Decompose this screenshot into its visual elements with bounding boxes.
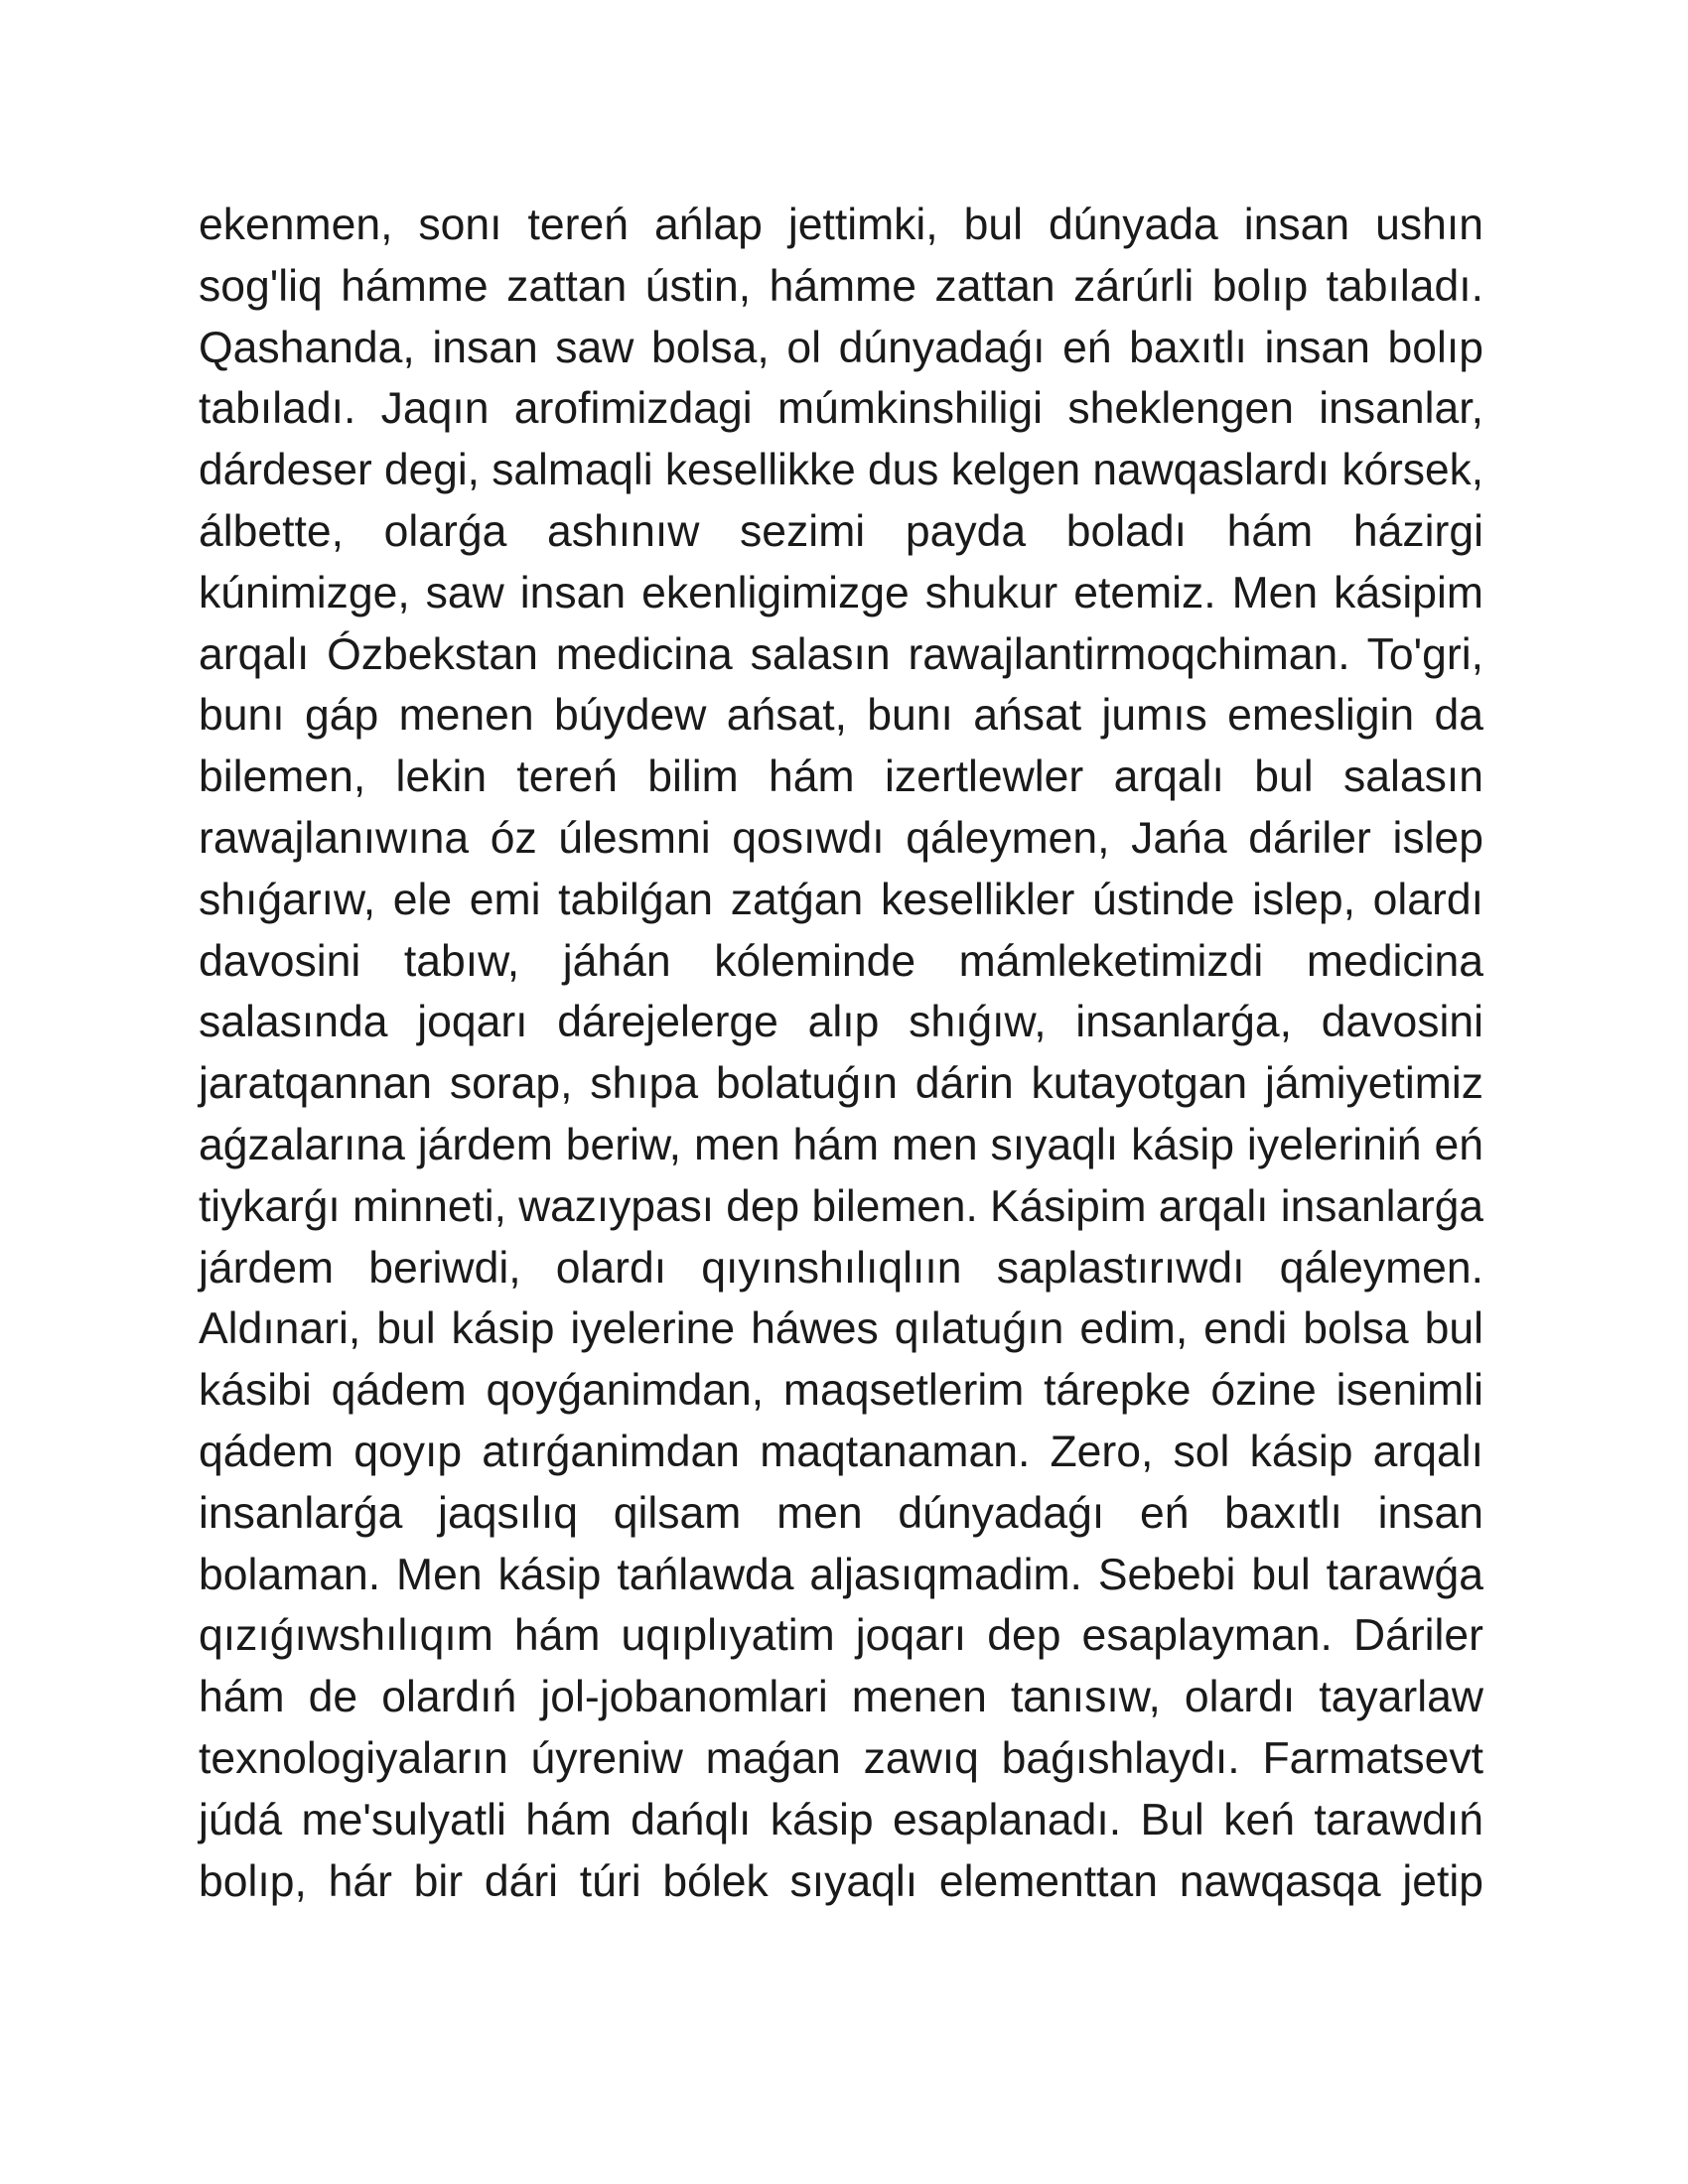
text-line: shıǵarıw, ele emi tabilǵan zatǵan kesellikler ústinde islep, olardı [199,875,1483,924]
text-line: júdá me'sulyatli hám dańqlı kásip esaplanadı. Bul keń tarawdıń [199,1795,1483,1844]
text-line: insanlarǵa jaqsılıq qilsam men dúnyadaǵı eń baxıtlı insan [199,1488,1483,1538]
text-line: texnologiyaların úyreniw maǵan zawıq baǵıshlaydı. Farmatsevt [199,1733,1483,1783]
text-line: álbette, olarǵa ashınıw sezimi payda boladı hám házirgi [199,506,1483,556]
text-line: davosini tabıw, jáhán kóleminde mámleketimizdi medicina [199,936,1483,986]
text-line: tabıladı. Jaqın arofimizdagi múmkinshiligi sheklengen insanlar, [199,384,1483,434]
text-line: rawajlanıwına óz úlesmni qosıwdı qáleymen, Jańa dáriler islep [199,813,1483,863]
text-line: tiykarǵı minneti, wazıypası dep bilemen. Kásipim arqalı insanlarǵa [199,1181,1483,1231]
body-text [199,195,1483,1912]
text-line: bunı gáp menen búydew ańsat, bunı ańsat jumıs emesligin da [199,691,1483,741]
text-line: qızıǵıwshılıqım hám uqıplıyatim joqarı dep esaplayman. Dáriler [199,1611,1483,1661]
text-line: arqalı Ózbekstan medicina salasın rawajlantirmoqchiman. To'gri, [199,629,1483,679]
text-line: hám de olardıń jol-jobanomlari menen tanısıw, olardı tayarlaw [199,1673,1483,1722]
text-line: járdem beriwdi, olardı qıyınshılıqlıın saplastırıwdı qáleymen. [199,1243,1483,1293]
text-line: sog'liq hámme zattan ústin, hámme zattan zárúrli bolıp tabıladı. [199,261,1483,311]
text-line: ekenmen, sonı tereń ańlap jettimki, bul dúnyada insan ushın [199,201,1483,249]
text-line: Aldınari, bul kásip iyelerine háwes qılatuǵın edim, endi bolsa bul [199,1304,1483,1354]
text-line: kásibi qádem qoyǵanimdan, maqsetlerim tárepke ózine isenimli [199,1366,1483,1416]
text-line: aǵzalarına járdem beriw, men hám men sıyaqlı kásip iyeleriniń eń [199,1120,1483,1169]
text-line: bolıp, hár bir dári túri bólek sıyaqlı elementtan nawqasqa jetip [199,1856,1483,1906]
text-line: dárdeser degi, salmaqli kesellikke dus kelgen nawqaslardı kórsek, [199,446,1483,495]
text-line: qádem qoyıp atırǵanimdan maqtanaman. Zero, sol kásip arqalı [199,1427,1483,1476]
text-line: Qashanda, insan saw bolsa, ol dúnyadaǵı eń baxıtlı insan bolıp [199,323,1483,372]
text-line: bolaman. Men kásip tańlawda aljasıqmadim. Sebebi bul tarawǵa [199,1550,1483,1599]
text-line: jaratqannan sorap, shıpa bolatuǵın dárin kutayotgan jámiyetimiz [199,1059,1483,1109]
text-line: bilemen, lekin tereń bilim hám izertlewler arqalı bul salasın [199,752,1483,802]
text-line: salasında joqarı dárejelerge alıp shıǵıw, insanlarǵa, davosini [199,998,1483,1047]
text-line: kúnimizge, saw insan ekenligimizge shukur etemiz. Men kásipim [199,568,1483,617]
